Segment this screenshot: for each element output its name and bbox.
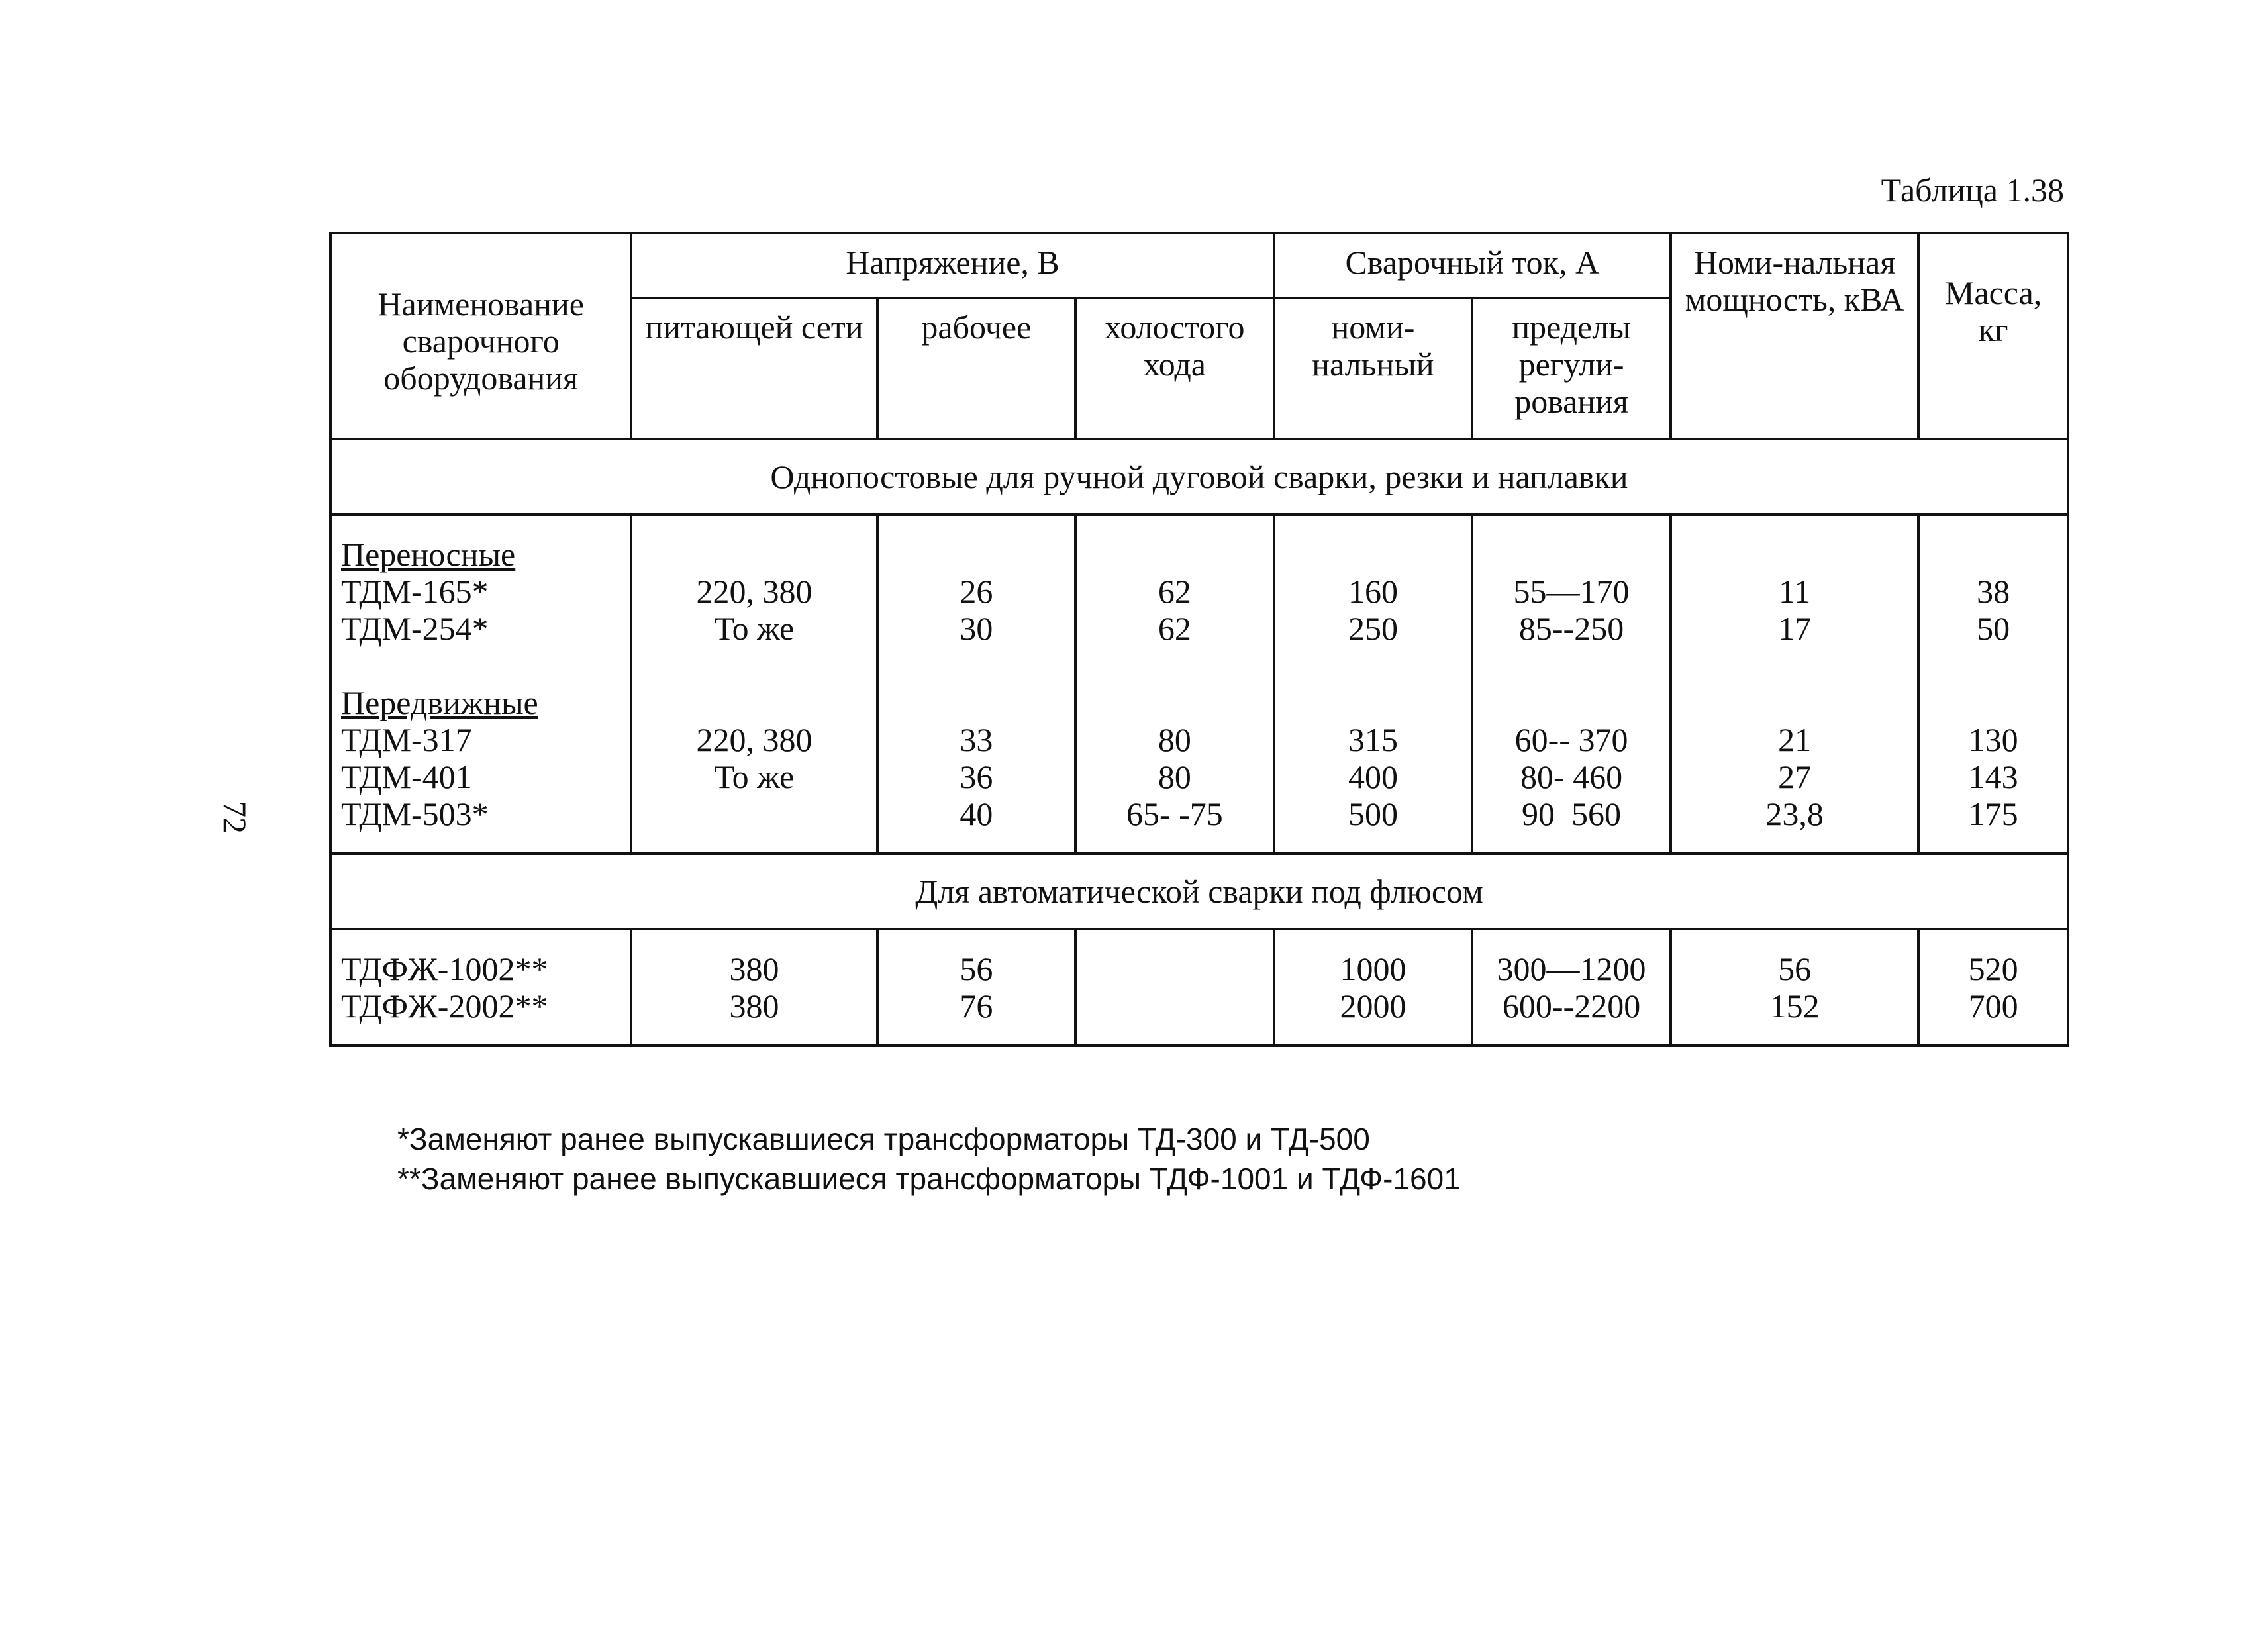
cell-value: 56 [1778, 950, 1812, 987]
cell-value: 30 [960, 610, 993, 647]
cell-value: 55—170 [1513, 573, 1630, 610]
names-cell [330, 929, 631, 1046]
current-range-cell [1472, 929, 1671, 1046]
page-number: 72 [217, 801, 254, 834]
equipment-name: ТДМ-317 [341, 721, 472, 758]
cell-value: 143 [1968, 758, 2018, 795]
header-current-nominal: номи-нальный [1274, 298, 1473, 439]
equipment-name: ТДМ-401 [341, 758, 472, 795]
cell-value: 1000 [1340, 950, 1406, 987]
cell-value: 400 [1348, 758, 1398, 795]
cell-value: То же [714, 610, 795, 647]
cell-value: 175 [1968, 795, 2018, 832]
cell-value: 220, 380 [696, 721, 813, 758]
cell-value: 250 [1348, 610, 1398, 647]
power-cell [1671, 515, 1918, 854]
cell-value: 80 [1158, 721, 1191, 758]
nominal-current-cell [1274, 515, 1473, 854]
power-cell [1671, 929, 1918, 1046]
cell-value: 600--2200 [1502, 987, 1641, 1024]
cell-value: 90 560 [1522, 795, 1622, 832]
cell-value: 50 [1977, 610, 2010, 647]
cell-value: 80- 460 [1520, 758, 1623, 795]
header-voltage: Напряжение, В [631, 233, 1273, 298]
equipment-name: ТДФЖ-2002** [341, 987, 548, 1024]
equipment-name: ТДФЖ-1002** [341, 950, 548, 987]
current-range-cell [1472, 515, 1671, 854]
supply-voltage-cell [631, 515, 877, 854]
header-voltage-working: рабочее [877, 298, 1075, 439]
cell-value: 500 [1348, 795, 1398, 832]
cell-value: 62 [1158, 610, 1191, 647]
header-current-range: пределы регули-рования [1472, 298, 1671, 439]
footnote: **Заменяют ранее выпускавшиеся трансформаторы ТДФ-1001 и ТДФ-1601 [397, 1162, 1461, 1196]
cell-value: 40 [960, 795, 993, 832]
nominal-current-cell [1274, 929, 1473, 1046]
header-voltage-supply: питающей сети [631, 298, 877, 439]
cell-value: 85--250 [1518, 610, 1624, 647]
working-voltage-cell [877, 515, 1075, 854]
cell-value: 130 [1968, 721, 2018, 758]
cell-value: 65- -75 [1126, 795, 1223, 832]
equipment-name: ТДМ-503* [341, 795, 489, 832]
cell-value: 36 [960, 758, 993, 795]
header-name: Наименование сварочного оборудования [330, 233, 631, 439]
footnote: *Заменяют ранее выпускавшиеся трансформаторы ТД-300 и ТД-500 [397, 1122, 1370, 1156]
header-row-1 [330, 233, 2068, 298]
cell-value: 380 [729, 987, 779, 1024]
footnotes [397, 1119, 1461, 1199]
header-mass: Масса, кг [1918, 233, 2068, 439]
cell-value: 160 [1348, 573, 1398, 610]
mass-cell [1918, 515, 2068, 854]
cell-value: 26 [960, 573, 993, 610]
idle-voltage-cell [1075, 929, 1274, 1046]
equipment-name: ТДМ-254* [341, 610, 489, 647]
specs-table [329, 232, 2069, 1047]
group-label: Передвижные [341, 684, 538, 721]
cell-value: 520 [1968, 950, 2018, 987]
cell-value: 27 [1778, 758, 1812, 795]
section-row [330, 439, 2068, 515]
working-voltage-cell [877, 929, 1075, 1046]
cell-value: 17 [1778, 610, 1812, 647]
cell-value: 38 [1977, 573, 2010, 610]
cell-value: 76 [960, 987, 993, 1024]
cell-value: 21 [1778, 721, 1812, 758]
section-row [330, 854, 2068, 929]
section-title: Однопостовые для ручной дуговой сварки, резки и наплавки [330, 439, 2068, 515]
cell-value: 315 [1348, 721, 1398, 758]
table-row [330, 515, 2068, 854]
group-label: Переносные [341, 536, 516, 573]
names-cell [330, 515, 631, 854]
table-row [330, 929, 2068, 1046]
cell-value: 56 [960, 950, 993, 987]
mass-cell [1918, 929, 2068, 1046]
cell-value: 80 [1158, 758, 1191, 795]
cell-value: 700 [1968, 987, 2018, 1024]
cell-value: 33 [960, 721, 993, 758]
section-title: Для автоматической сварки под флюсом [330, 854, 2068, 929]
cell-value: 220, 380 [696, 573, 813, 610]
cell-value: То же [714, 758, 795, 795]
cell-value: 380 [729, 950, 779, 987]
equipment-name: ТДМ-165* [341, 573, 489, 610]
cell-value: 23,8 [1765, 795, 1824, 832]
header-current: Сварочный ток, А [1274, 233, 1671, 298]
supply-voltage-cell [631, 929, 877, 1046]
cell-value: 11 [1779, 573, 1811, 610]
cell-value: 152 [1769, 987, 1820, 1024]
cell-value: 62 [1158, 573, 1191, 610]
header-power: Номи-нальная мощность, кВА [1671, 233, 1918, 439]
header-voltage-idle: холостого хода [1075, 298, 1274, 439]
cell-value: 2000 [1340, 987, 1406, 1024]
cell-value [642, 795, 866, 832]
idle-voltage-cell [1075, 515, 1274, 854]
table-caption: Таблица 1.38 [1881, 172, 2064, 209]
cell-value: 300—1200 [1497, 950, 1646, 987]
cell-value: 60-- 370 [1514, 721, 1628, 758]
